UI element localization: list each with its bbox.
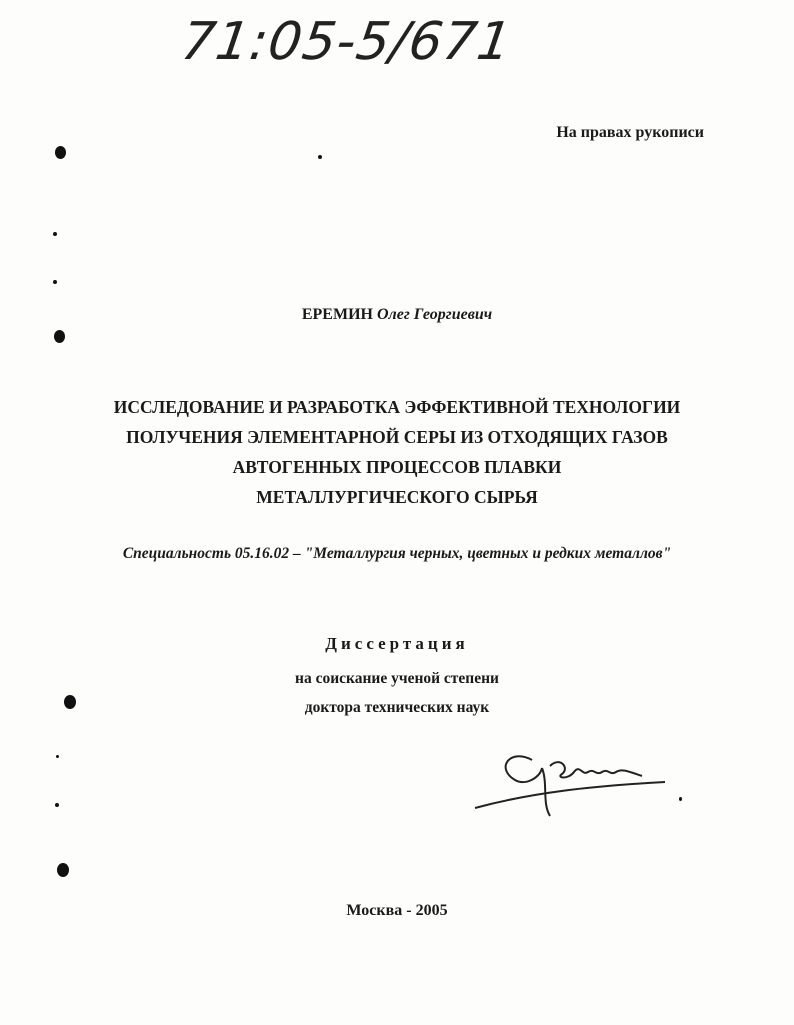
- scan-speck: [56, 755, 59, 758]
- scan-speck: [53, 232, 57, 236]
- author-name: [0, 306, 794, 324]
- scan-speck: [679, 797, 682, 801]
- specialty-line: Специальность 05.16.02 – "Металлургия черных, цветных и редких металлов": [122, 545, 672, 562]
- scan-speck: [53, 280, 57, 284]
- degree-line: доктора технических наук: [304, 699, 490, 716]
- place-year: Москва - 2005: [346, 902, 448, 919]
- scan-speck: [64, 695, 76, 709]
- dissertation-title: [100, 392, 694, 512]
- title-line: МЕТАЛЛУРГИЧЕСКОГО СЫРЬЯ: [256, 487, 538, 507]
- rights-note: На правах рукописи: [556, 124, 704, 141]
- title-line: ИССЛЕДОВАНИЕ И РАЗРАБОТКА ЭФФЕКТИВНОЙ ТЕХНОЛОГИИ: [113, 397, 681, 417]
- author-given-names: Олег Георгиевич: [376, 306, 493, 323]
- title-line: ПОЛУЧЕНИЯ ЭЛЕМЕНТАРНОЙ СЕРЫ ИЗ ОТХОДЯЩИХ ГАЗОВ: [126, 427, 668, 447]
- title-line: АВТОГЕННЫХ ПРОЦЕССОВ ПЛАВКИ: [232, 457, 562, 477]
- scan-speck: [57, 863, 69, 877]
- signature-icon: [470, 738, 670, 818]
- dissertation-heading: Диссертация: [325, 634, 469, 653]
- degree-block: [0, 664, 794, 722]
- scan-speck: [55, 803, 59, 807]
- scan-speck: [54, 330, 65, 343]
- scan-speck: [318, 155, 322, 159]
- archive-number: 71:05-5/671: [177, 12, 516, 72]
- author-surname: ЕРЕМИН: [301, 306, 373, 323]
- scan-speck: [55, 146, 66, 159]
- degree-line: на соискание ученой степени: [295, 670, 499, 687]
